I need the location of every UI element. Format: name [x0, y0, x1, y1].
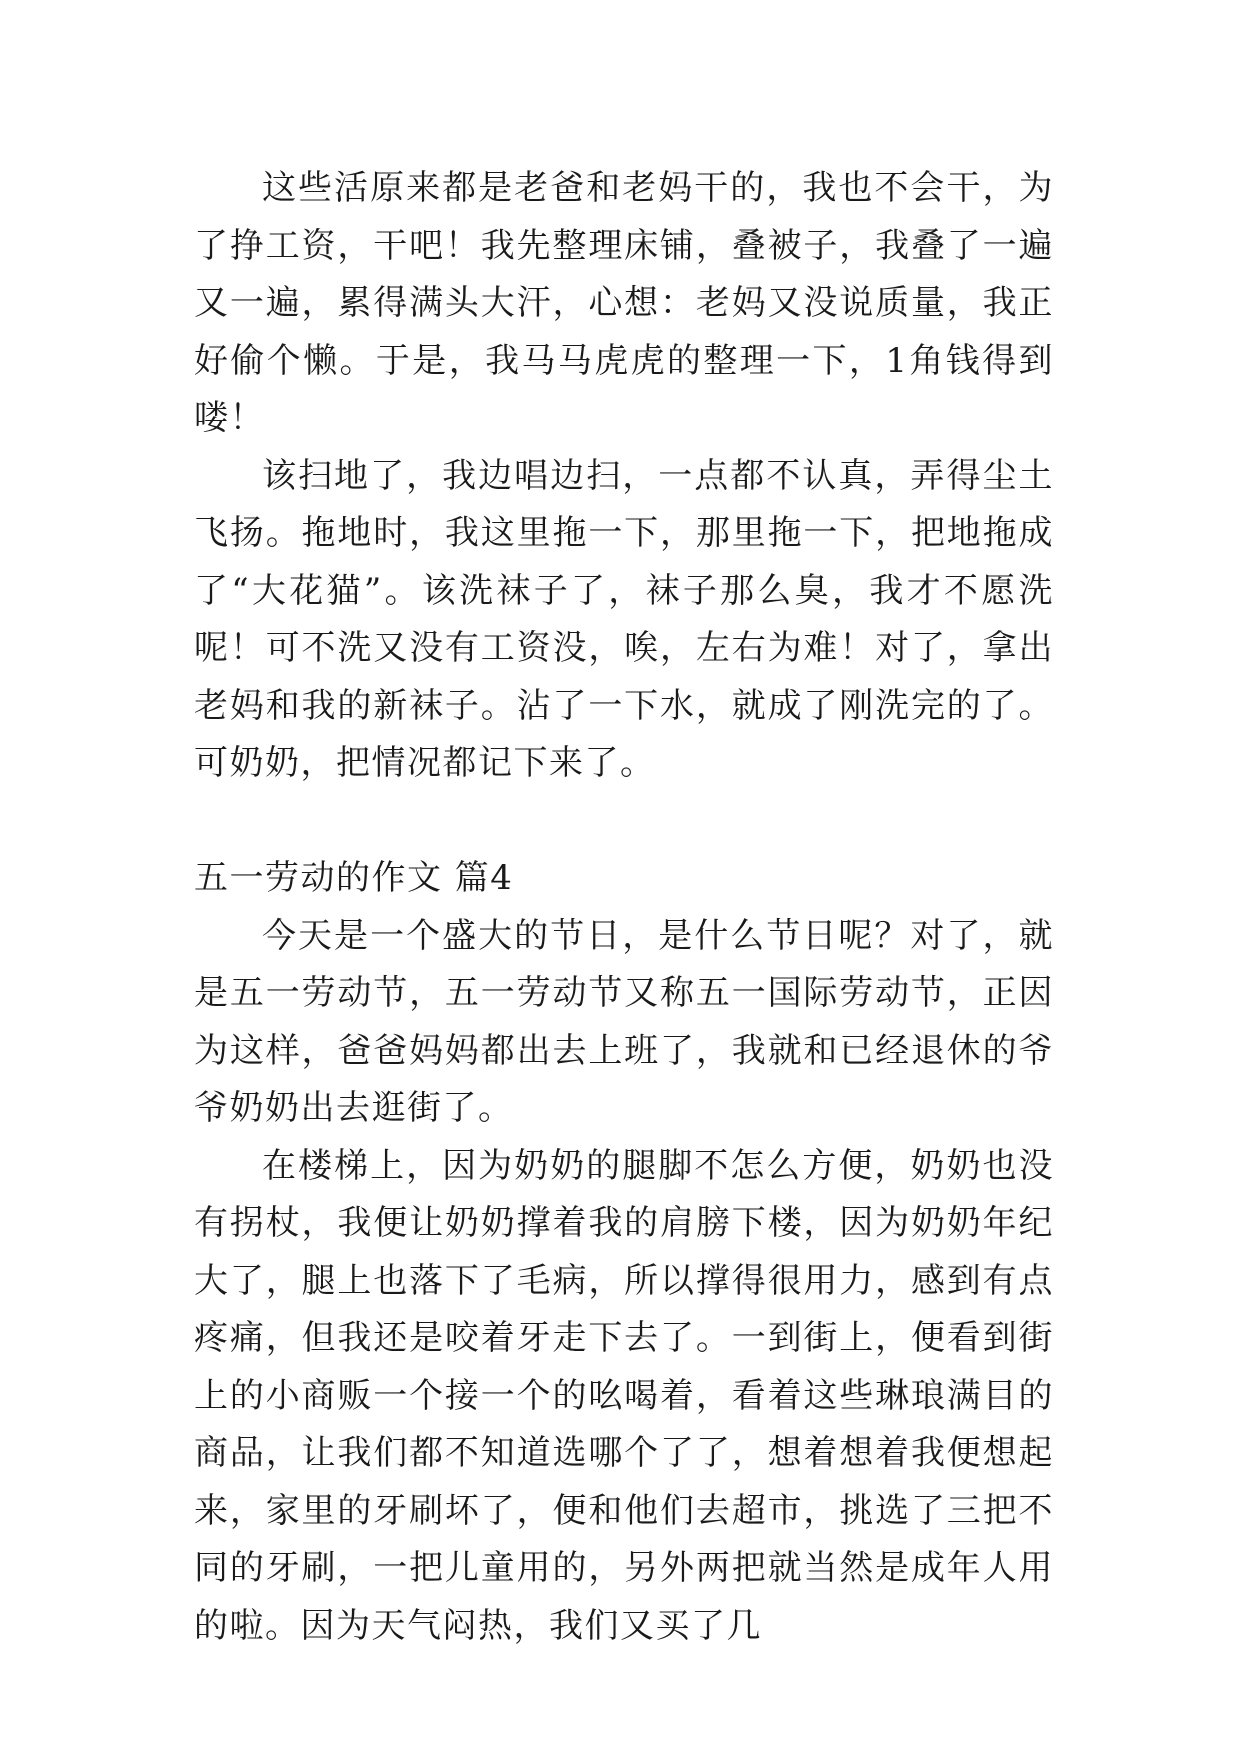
document-body	[194, 160, 1054, 1655]
paragraph-chores-floor-socks: 该扫地了，我边唱边扫，一点都不认真，弄得尘土飞扬。拖地时，我这里拖一下，那里拖一下，把地拖成了“大花猫”。该洗袜子了，袜子那么臭，我才不愿洗呢！可不洗又没有工资没，唉，左右为难！对了，拿出老妈和我的新袜子。沾了一下水，就成了刚洗完的了。可奶奶，把情况都记下来了。	[194, 455, 1054, 783]
section-heading: 五一劳动的作文 篇4	[194, 858, 514, 898]
paragraph-shopping-trip: 在楼梯上，因为奶奶的腿脚不怎么方便，奶奶也没有拐杖，我便让奶奶撑着我的肩膀下楼，因为奶奶年纪大了，腿上也落下了毛病，所以撑得很用力，感到有点疼痛，但我还是咬着牙走下去了。一到街上，便看到街上的小商贩一个接一个的吆喝着，看着这些琳琅满目的商品，让我们都不知道选哪个了了，想着想着我便想起来，家里的牙刷坏了，便和他们去超市，挑选了三把不同的牙刷，一把儿童用的，另外两把就当然是成年人用的啦。因为天气闷热，我们又买了几	[194, 1145, 1054, 1646]
paragraph-labor-day: 今天是一个盛大的节日，是什么节日呢？对了，就是五一劳动节，五一劳动节又称五一国际劳动节，正因为这样，爸爸妈妈都出去上班了，我就和已经退休的爷爷奶奶出去逛街了。	[194, 915, 1054, 1128]
paragraph-chores-bed: 这些活原来都是老爸和老妈干的，我也不会干，为了挣工资，干吧！我先整理床铺，叠被子，我叠了一遍又一遍，累得满头大汗，心想：老妈又没说质量，我正好偷个懒。于是，我马马虎虎的整理一下，1角钱得到喽！	[194, 168, 1054, 438]
